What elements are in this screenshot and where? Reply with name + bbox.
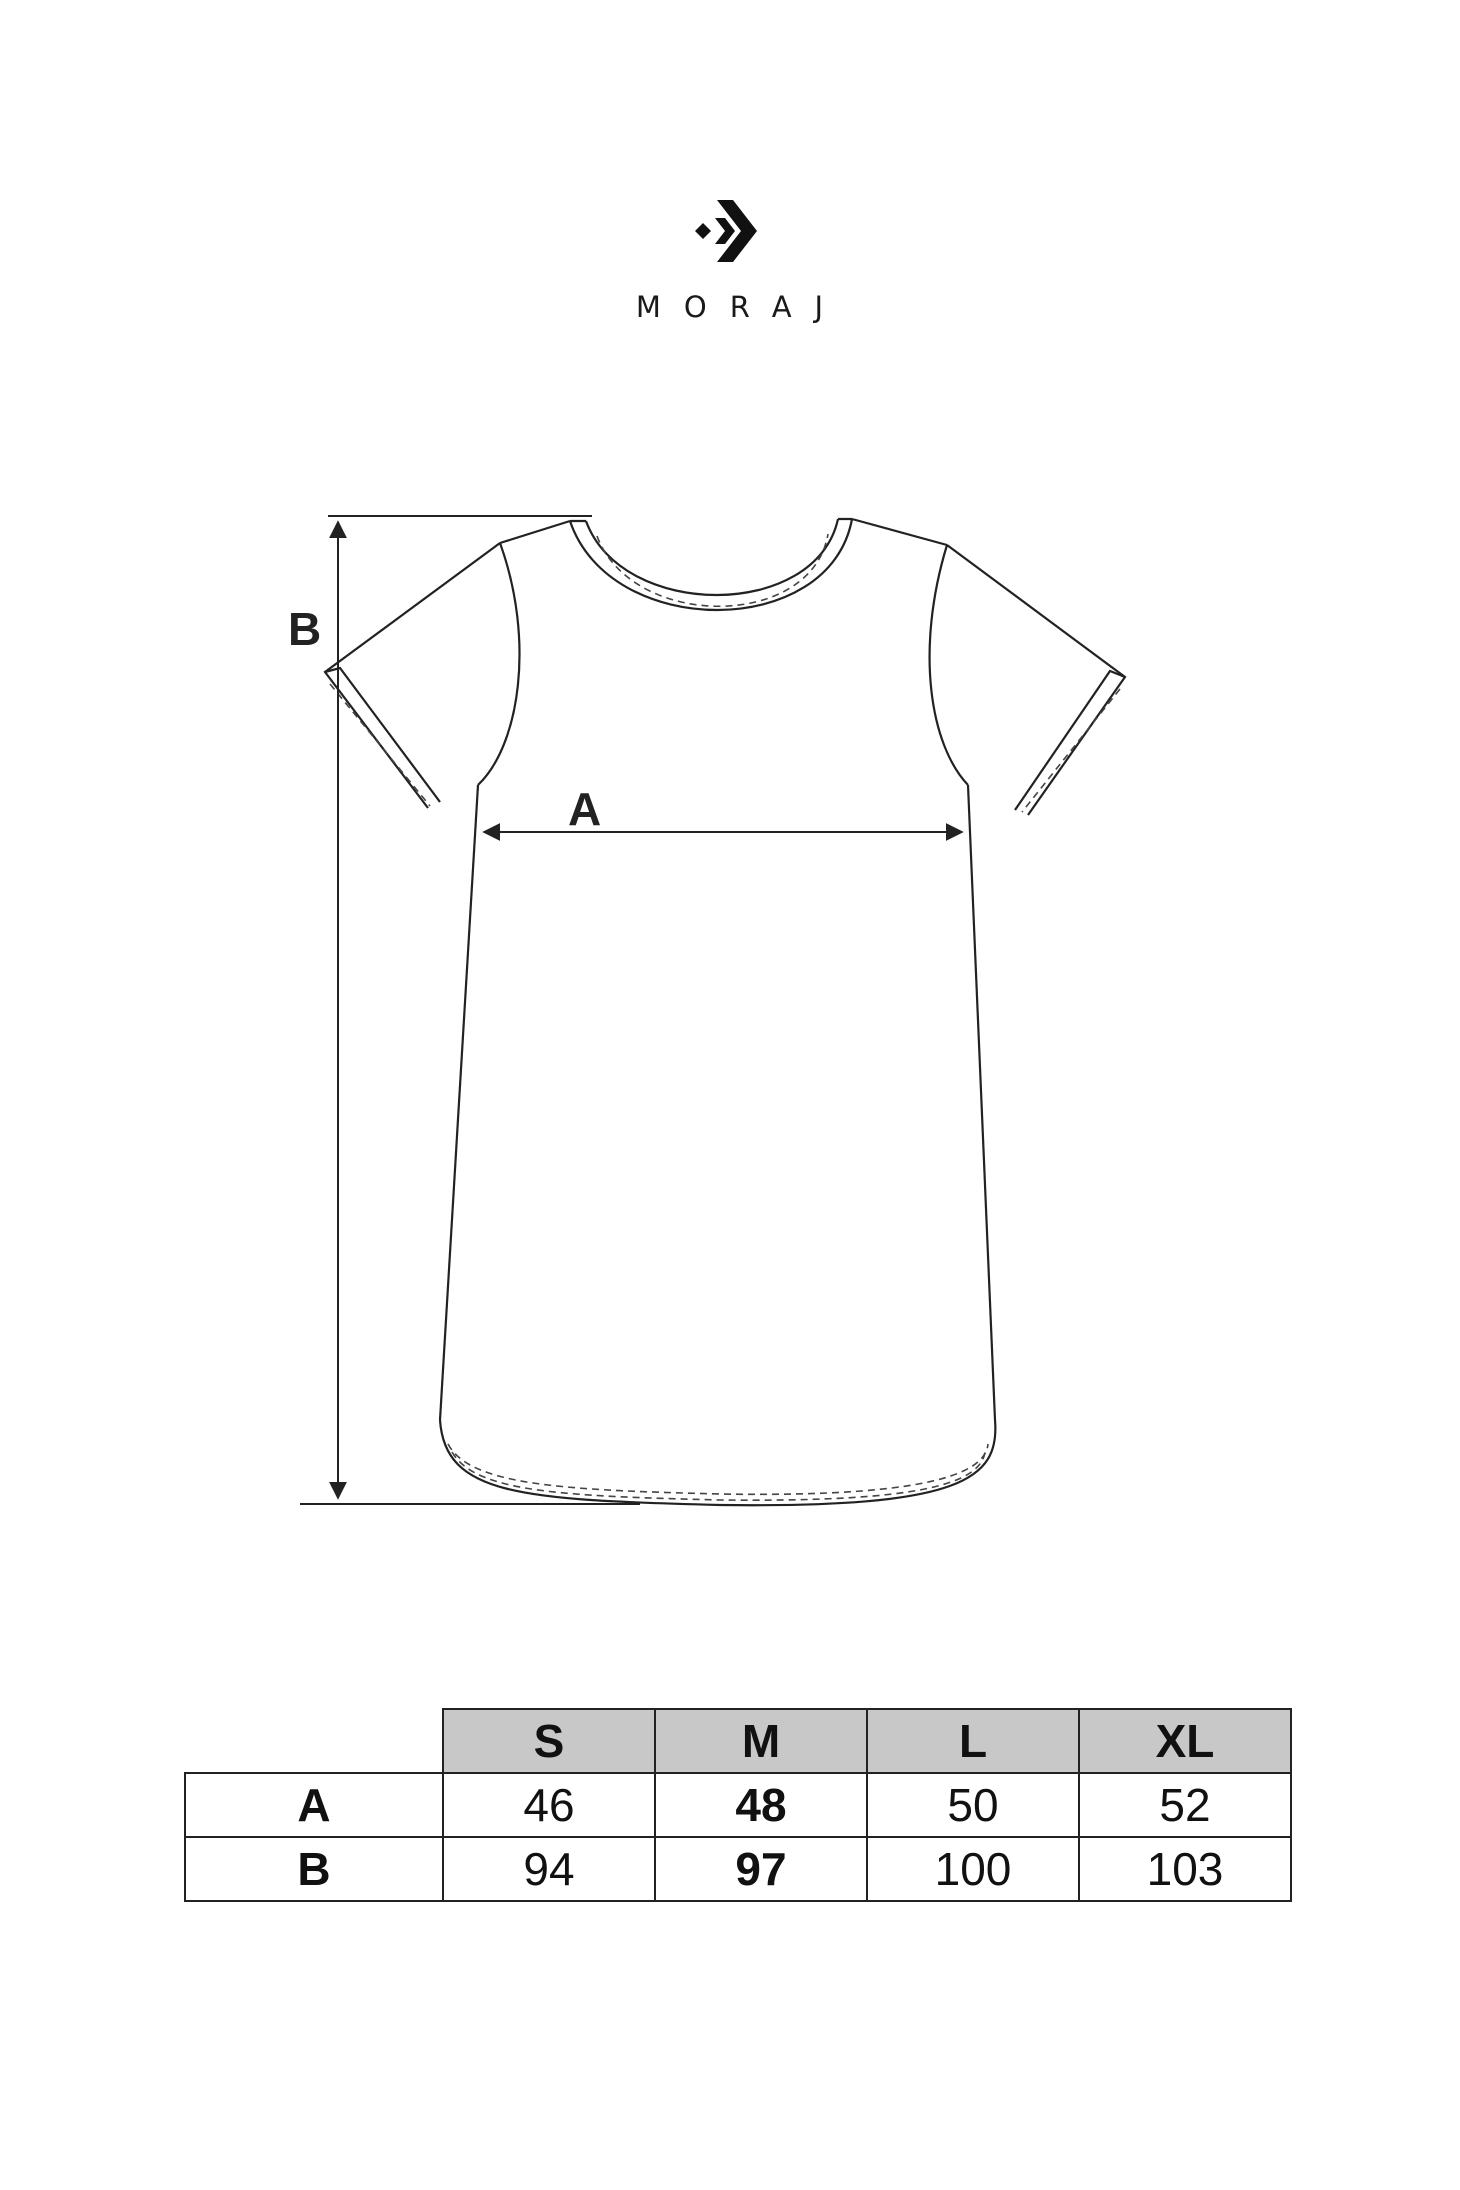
cell-b-s: 94: [443, 1837, 655, 1901]
table-corner: [185, 1709, 443, 1773]
cell-a-s: 46: [443, 1773, 655, 1837]
cell-a-l: 50: [867, 1773, 1079, 1837]
left-side-seam: [440, 785, 478, 1420]
row-label-b: B: [185, 1837, 443, 1901]
measure-b-label: B: [288, 603, 322, 655]
brand-name: MORAJ: [635, 290, 847, 324]
table-row-a: [185, 1773, 1291, 1837]
measure-a-label: A: [568, 783, 602, 835]
right-side-seam: [968, 785, 995, 1420]
size-header-m: M: [655, 1709, 867, 1773]
cell-a-m: 48: [655, 1773, 867, 1837]
measure-b: [300, 516, 640, 1504]
dress-outline: [325, 519, 1125, 1505]
stitching: [330, 534, 1120, 1500]
cell-b-xl: 103: [1079, 1837, 1291, 1901]
size-table: [184, 1708, 1292, 1902]
cell-b-l: 100: [867, 1837, 1079, 1901]
right-sleeve: [947, 545, 1125, 815]
size-header-row: [185, 1709, 1291, 1773]
left-sleeve: [325, 543, 500, 808]
size-header-l: L: [867, 1709, 1079, 1773]
size-header-s: S: [443, 1709, 655, 1773]
size-header-xl: XL: [1079, 1709, 1291, 1773]
row-label-a: A: [185, 1773, 443, 1837]
cell-b-m: 97: [655, 1837, 867, 1901]
hem: [440, 1420, 995, 1505]
cell-a-xl: 52: [1079, 1773, 1291, 1837]
table-row-b: [185, 1837, 1291, 1901]
